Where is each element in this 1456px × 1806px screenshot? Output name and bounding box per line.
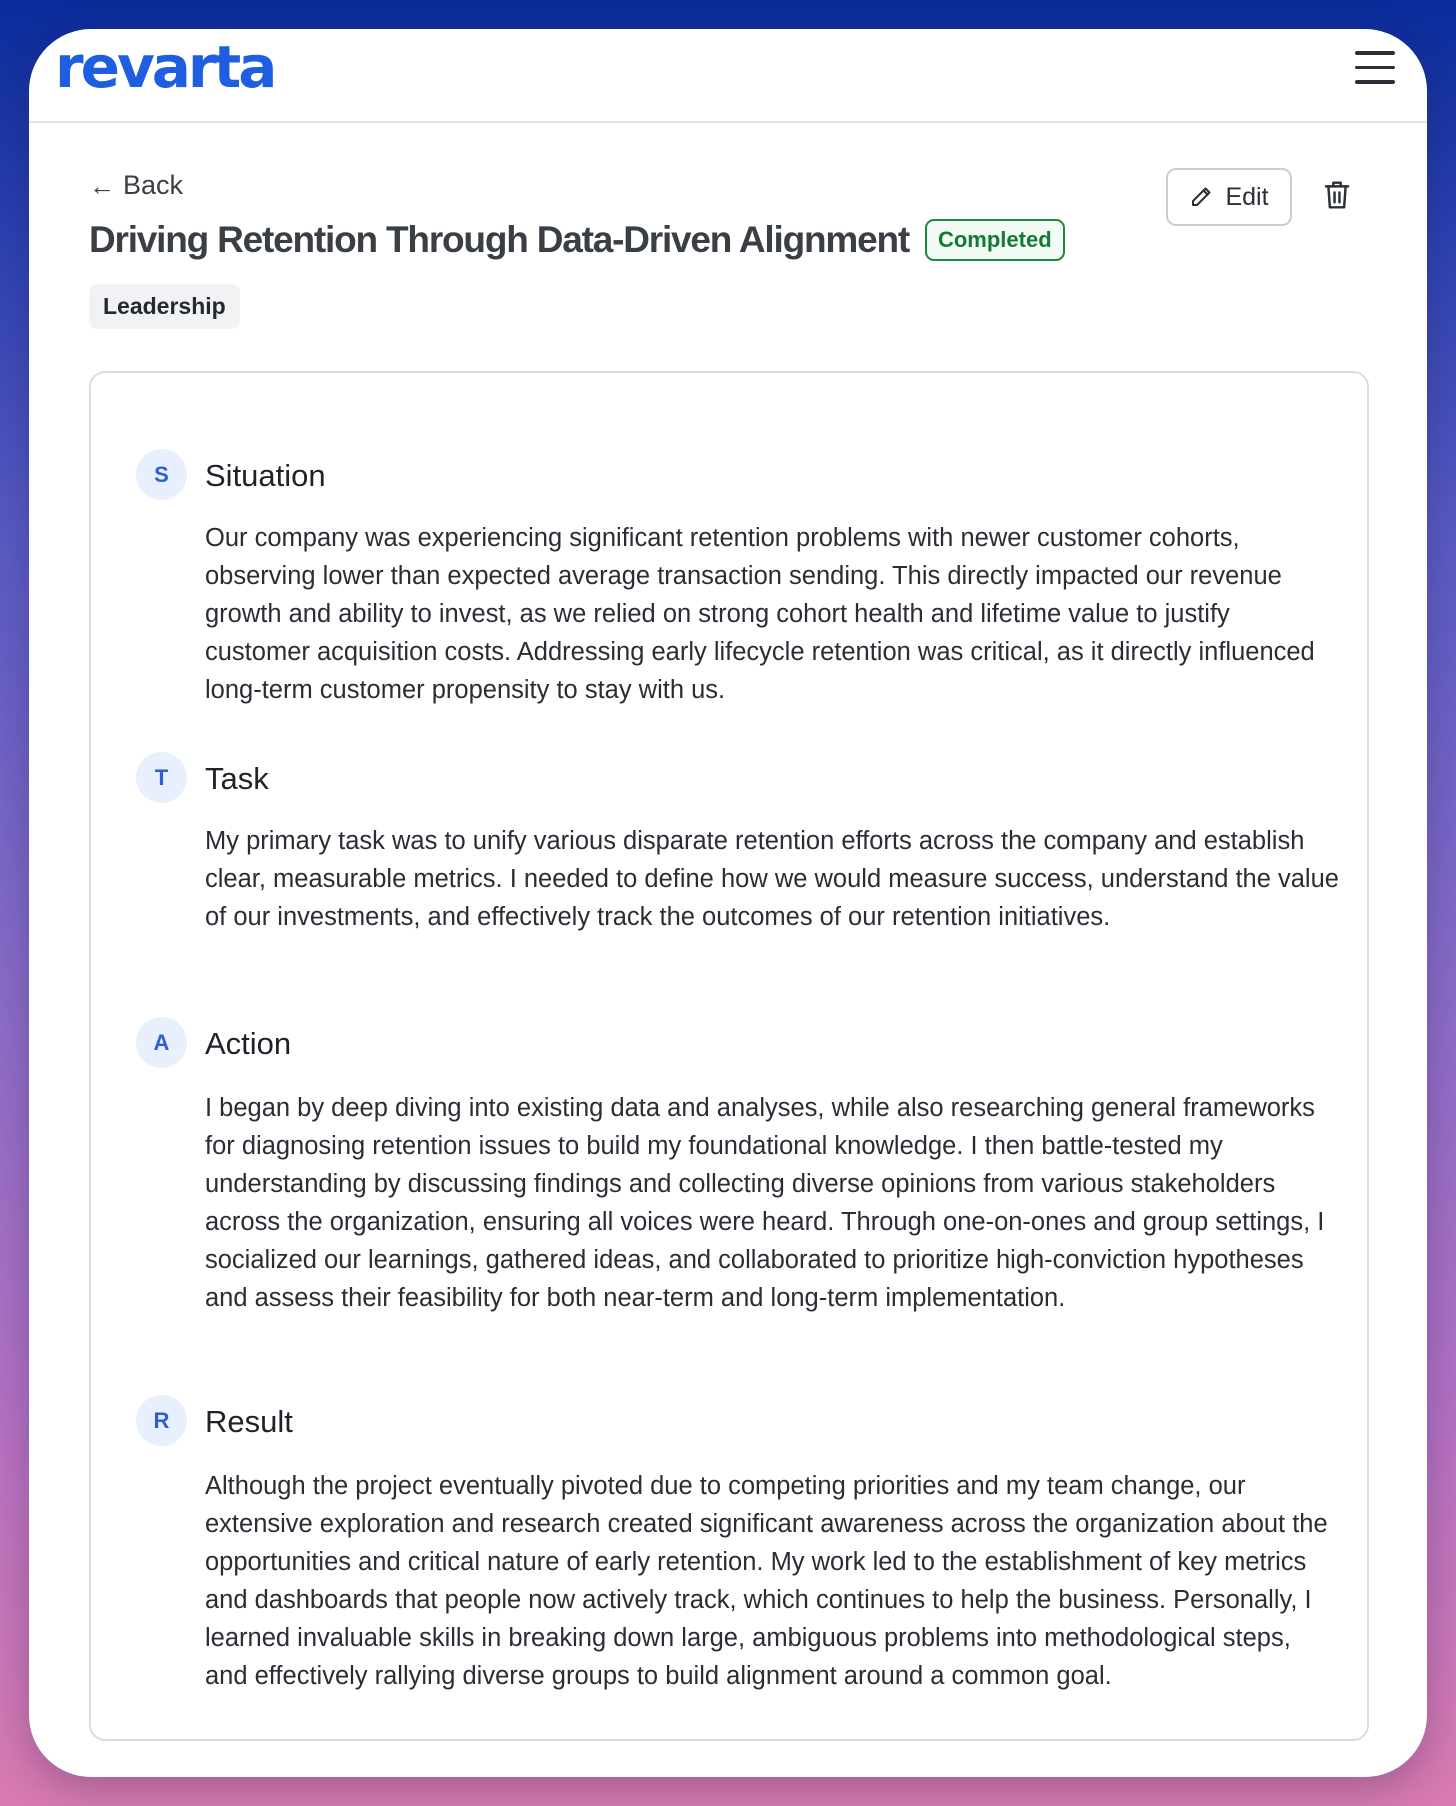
app-window bbox=[29, 29, 1427, 1777]
delete-button[interactable] bbox=[1322, 179, 1356, 215]
arrow-left-icon: ← bbox=[89, 170, 115, 201]
section-body: Our company was experiencing significant retention problems with newer customer cohorts, observing lower than expected average transaction sending. This directly impacted our revenue growth and ability to invest, as we relied on strong cohort health and lifetime value to justify customer acquisition costs. Addressing early lifecycle retention was critical, as it directly influenced long-term customer propensity to stay with us. bbox=[205, 524, 1315, 704]
section-letter-badge: T bbox=[136, 752, 187, 803]
section-title: Action bbox=[205, 1026, 292, 1061]
back-link[interactable] bbox=[89, 170, 183, 201]
section-body: I began by deep diving into existing data and analyses, while also researching general frameworks for diagnosing retention issues to build my foundational knowledge. I then battle-tested my understanding by discussing findings and collecting diverse opinions from various stakeholders across the organization, ensuring all voices were heard. Through one-on-ones and group settings, I socialized our learnings, gathered ideas, and collaborated to prioritize high-conviction hypotheses and assess their feasibility for both near-term and long-term implementation. bbox=[205, 1094, 1325, 1312]
title-row bbox=[89, 219, 1065, 261]
edit-label: Edit bbox=[1225, 182, 1269, 211]
back-label: Back bbox=[123, 170, 184, 200]
section-title: Task bbox=[205, 761, 269, 796]
section-letter-badge: R bbox=[136, 1395, 187, 1446]
category-tag: Leadership bbox=[89, 284, 240, 329]
section-title: Situation bbox=[205, 458, 326, 493]
hamburger-menu-icon[interactable] bbox=[1355, 51, 1395, 87]
trash-icon bbox=[1322, 179, 1352, 211]
status-badge: Completed bbox=[925, 219, 1065, 261]
pencil-icon bbox=[1189, 185, 1213, 209]
section-body: Although the project eventually pivoted due to competing priorities and my team change, our extensive exploration and research created significant awareness across the organization about the opportunities and critical nature of early retention. My work led to the establishment of key metrics and dashboards that people now actively track, which continues to help the business. Personally, I learned invaluable skills in breaking down large, ambiguous problems into methodological steps, and effectively rallying diverse groups to build alignment around a common goal. bbox=[205, 1472, 1328, 1690]
top-bar bbox=[29, 29, 1427, 123]
section-body: My primary task was to unify various disparate retention efforts across the company and establish clear, measurable metrics. I needed to define how we would measure success, understand the value of our investments, and effectively track the outcomes of our retention initiatives. bbox=[205, 827, 1339, 931]
revarta-logo[interactable]: revarta bbox=[55, 33, 275, 101]
edit-button[interactable] bbox=[1166, 168, 1292, 226]
star-story-card bbox=[89, 371, 1369, 1741]
section-title: Result bbox=[205, 1404, 293, 1439]
section-letter-badge: S bbox=[136, 449, 187, 500]
section-letter-badge: A bbox=[136, 1017, 187, 1068]
page-title: Driving Retention Through Data-Driven Alignment bbox=[89, 219, 909, 260]
